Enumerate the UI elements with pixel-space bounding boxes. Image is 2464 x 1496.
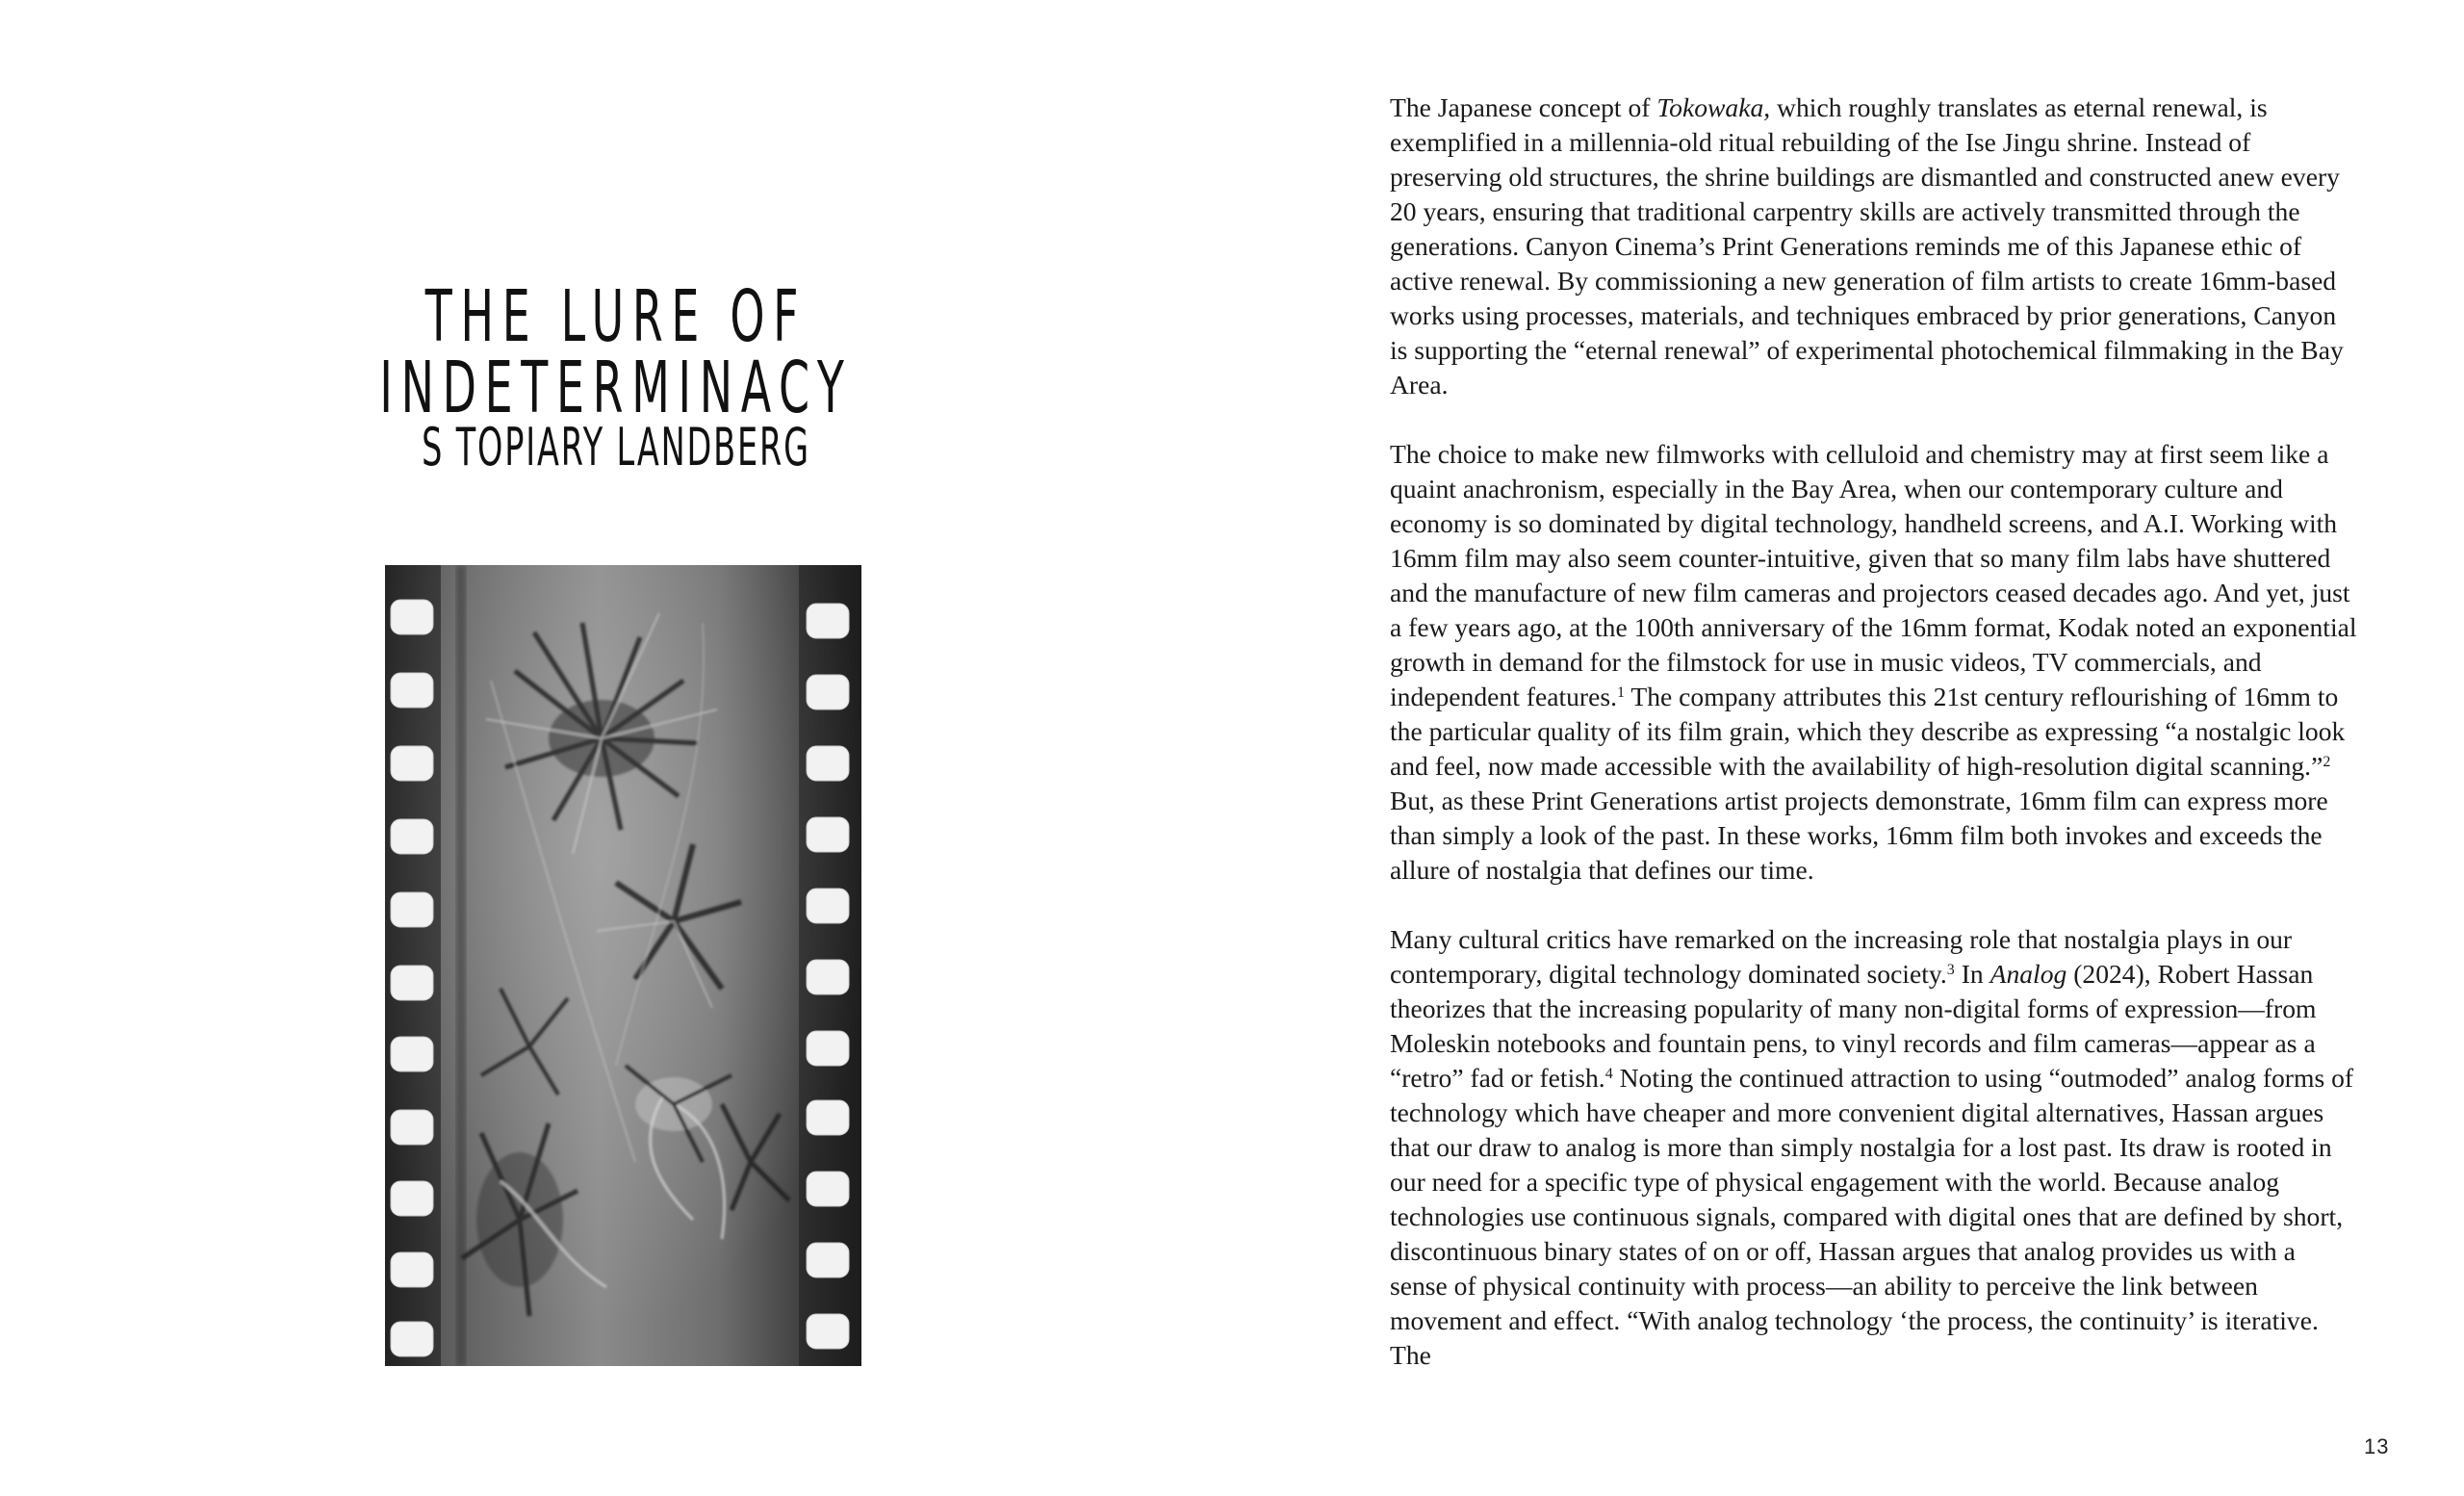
paragraph-1: The Japanese concept of Tokowaka, which roughly translates as eternal renewal, is exemplified in a millennia-old ritual rebuilding of the Ise Jingu shrine. Instead of preserving old structures, the shrine buildings are dismantled and constructed anew every 20 years, ensuring that traditional carpentry skills are actively transmitted through the generations. Canyon Cinema’s Print Generations reminds me of this Japanese ethic of active renewal. By commissioning a new generation of film artists to create 16mm-based works using processes, materials, and techniques embraced by prior generations, Canyon is supporting the “eternal renewal” of experimental photochemical filmmaking in the Bay Area. [1390, 92, 2344, 400]
article-body [1390, 90, 2358, 1407]
footnote-ref-1: 1 [1616, 684, 1625, 701]
paragraph-3: Many cultural critics have remarked on the increasing role that nostalgia plays in our contemporary, digital technology dominated society.$^3$ In Analog (2024), Robert Hassan theorizes that the increasing popularity of many non-digital forms of expression—from Moleskin notebooks and fountain pens, to vinyl records and film cameras—appear as a “retro” fad or fetish.$^4$ Noting the continued attraction to using “outmoded” analog forms of technology which have cheaper and more convenient digital alternatives, Hassan argues that our draw to analog is more than simply nostalgia for a lost past. Its draw is rooted in our need for a specific type of physical engagement with the world. Because analog technologies use continuous signals, compared with digital ones that are defined by short, discontinuous binary states of on or off, Hassan argues that analog provides us with a sense of physical continuity with process—an ability to perceive the link between movement and effect. “With analog technology ‘the process, the continuity’ is iterative. The [1390, 924, 2354, 1370]
footnote-ref-4: 4 [1604, 1066, 1613, 1082]
film-strip-image [385, 565, 861, 1366]
footnote-ref-2: 2 [2323, 754, 2331, 770]
article-title: THE LURE OF INDETERMINACY [379, 275, 853, 429]
footnote-ref-3: 3 [1946, 962, 1955, 978]
paragraph-2: The choice to make new filmworks with celluloid and chemistry may at first seem like a quaint anachronism, especially in the Bay Area, when our contemporary culture and economy is so dominated by digital technology, handheld screens, and A.I. Working with 16mm film may also seem counter-intuitive, given that so many film labs have shuttered and the manufacture of new film cameras and projectors ceased decades ago. And yet, just a few years ago, at the 100th anniversary of the 16mm format, Kodak noted an exponential growth in demand for the filmstock for use in music videos, TV commercials, and independent features.$^1$ The company attributes this 21st century reflourishing of 16mm to the particular quality of its film grain, which they describe as expressing “a nostalgic look and feel, now made accessible with the availability of high-resolution digital scanning.”$^2$ But, as these Print Generations artist projects demonstrate, 16mm film can express more than simply a look of the past. In these works, 16mm film both invokes and exceeds the allure of nostalgia that defines our time. [1390, 439, 2357, 885]
page-number: 13 [2364, 1434, 2390, 1458]
author-name: S TOPIARY LANDBERG [422, 417, 810, 477]
